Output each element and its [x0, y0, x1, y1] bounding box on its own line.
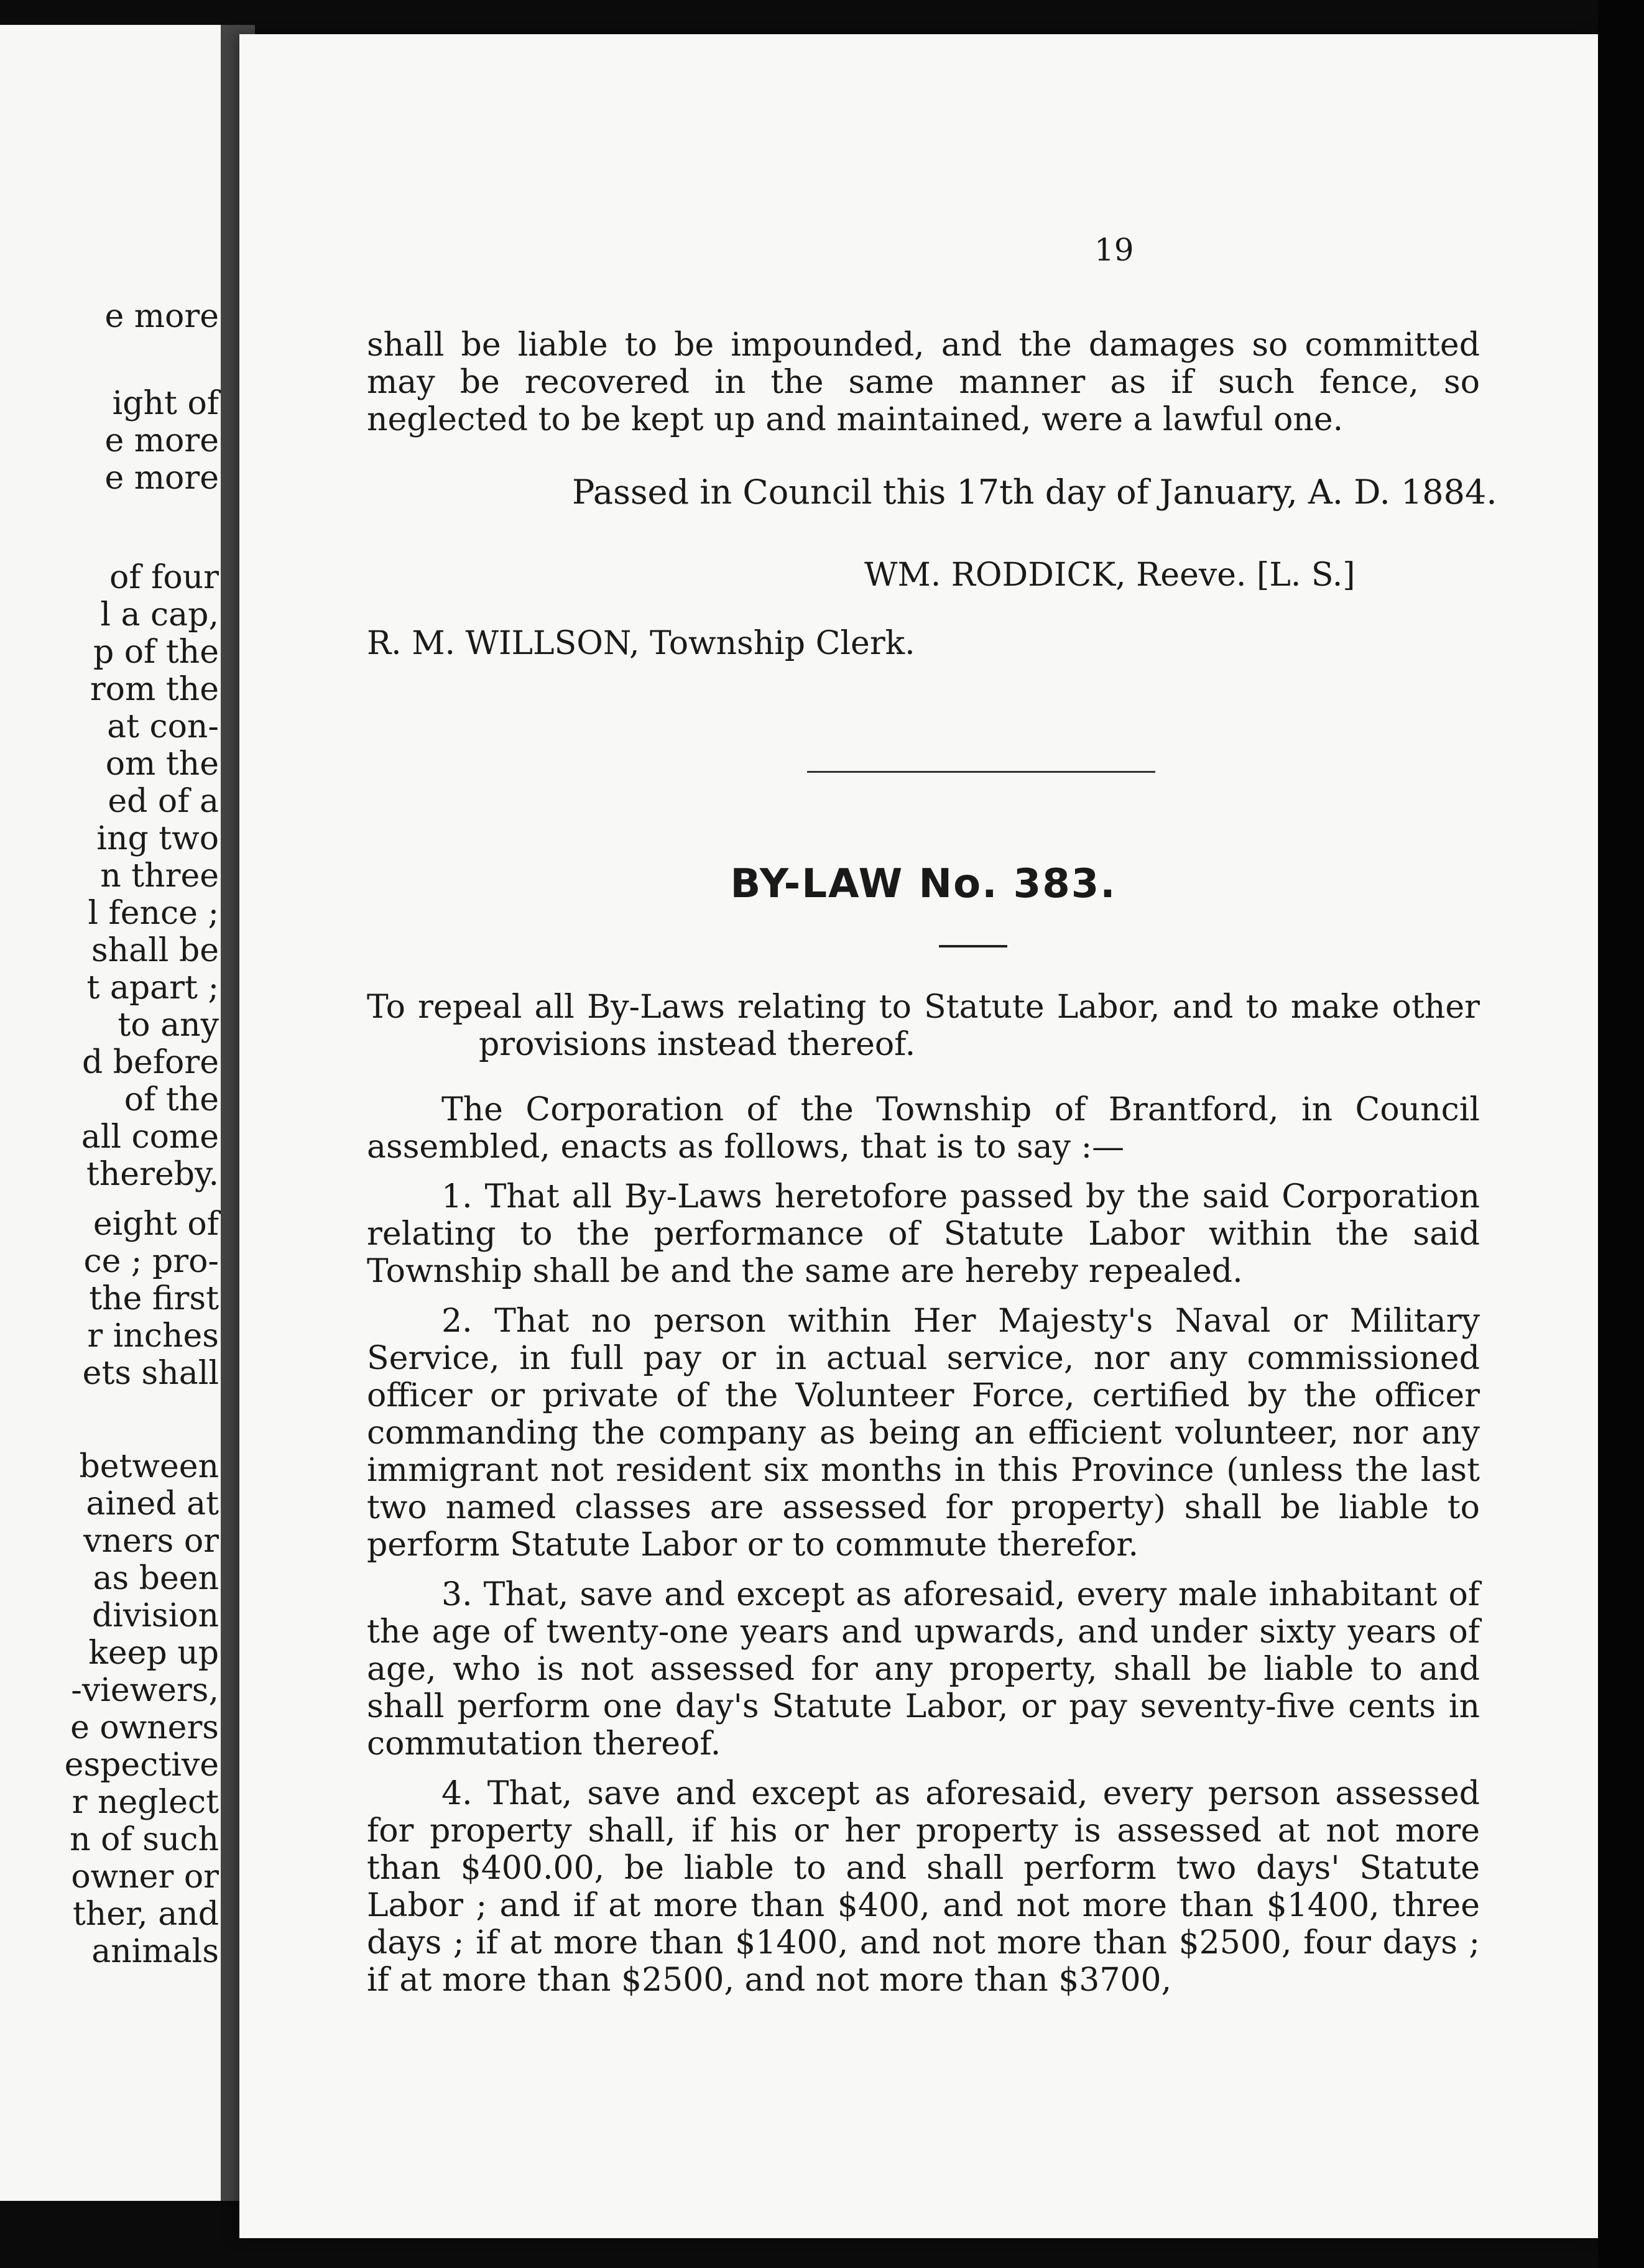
section-divider — [807, 771, 1155, 773]
facing-page-line: ing two — [96, 820, 219, 857]
facing-page-line: t apart ; — [86, 969, 219, 1007]
facing-page-line: om the — [105, 745, 219, 783]
facing-page-line: r neglect — [72, 1784, 219, 1821]
facing-page-line: d before — [81, 1044, 219, 1081]
facing-page-line: ther, and — [72, 1896, 219, 1933]
facing-page-line: l fence ; — [88, 895, 219, 932]
facing-page-line: shall be — [91, 932, 219, 969]
facing-page-line: ight of — [112, 385, 219, 422]
facing-page-line: thereby. — [86, 1156, 219, 1193]
facing-page-line: espective — [64, 1746, 219, 1784]
bylaw-title: BY-LAW No. 383. — [730, 861, 1117, 907]
facing-page-line: n of such — [70, 1821, 219, 1858]
facing-page-line: between — [79, 1448, 219, 1485]
facing-page-line: ed of a — [108, 783, 219, 820]
facing-page-line: eight of — [93, 1205, 219, 1243]
page-number: 19 — [1094, 232, 1134, 268]
enacting-clause: The Corporation of the Township of Brantford, in Council assembled, enacts as follows, that is to say :— — [367, 1091, 1480, 1166]
facing-page-line: r inches — [87, 1317, 219, 1355]
facing-page-line: ets shall — [82, 1355, 219, 1392]
facing-page-line: -viewers, — [71, 1672, 219, 1709]
clerk-signature: R. M. WILLSON, Township Clerk. — [367, 625, 915, 662]
facing-page-line: l a cap, — [100, 596, 219, 634]
facing-page-line: of the — [124, 1081, 219, 1118]
facing-page-line: owner or — [71, 1858, 219, 1896]
facing-page-line: e more — [104, 298, 219, 335]
bylaw-purpose: To repeal all By-Laws relating to Statute Labor, and to make other provisions instead thereof. — [367, 989, 1480, 1063]
facing-page-line: e owners — [70, 1709, 219, 1746]
document-page — [239, 34, 1598, 2238]
facing-page-line: division — [91, 1597, 219, 1634]
facing-page-line: keep up — [88, 1634, 219, 1672]
facing-page-line: animals — [91, 1933, 219, 1970]
facing-page-line: of four — [109, 559, 219, 596]
opening-paragraph: shall be liable to be impounded, and the damages so committed may be recovered in the same manner as if such fence, so neglected to be kept up and maintained, were a lawful one. — [367, 326, 1480, 438]
facing-page-line: ained at — [86, 1485, 219, 1523]
facing-page-line: vners or — [83, 1523, 219, 1560]
section-2: 2. That no person within Her Majesty's Naval or Military Service, in full pay or in actual service, nor any commissioned officer or private of the Volunteer Force, certified by the officer commanding the company as being an efficient volunteer, nor any immigrant not resident six months in this Province (unless the last two named classes are assessed for property) shall be liable to perform Statute Labor or to commute therefor. — [367, 1302, 1480, 1564]
facing-page-line: at con- — [107, 708, 219, 745]
reeve-signature: WM. RODDICK, Reeve. [L. S.] — [864, 556, 1355, 594]
facing-page-line: to any — [118, 1007, 219, 1044]
facing-page-line: rom the — [90, 671, 219, 708]
facing-page-line: e more — [104, 459, 219, 497]
facing-page-line: the first — [89, 1280, 219, 1317]
facing-page-line: as been — [93, 1560, 219, 1597]
scan-border — [1598, 0, 1644, 2268]
passed-in-council: Passed in Council this 17th day of January, A. D. 1884. — [572, 472, 1497, 512]
facing-page-line: ce ; pro- — [83, 1243, 219, 1280]
facing-page-line: p of the — [93, 634, 219, 671]
section-1: 1. That all By-Laws heretofore passed by the said Corporation relating to the performance of Statute Labor within the said Township shall be and the same are hereby repealed. — [367, 1178, 1480, 1290]
facing-page-line: all come — [81, 1118, 219, 1156]
facing-page-line: e more — [104, 422, 219, 459]
section-4: 4. That, save and except as aforesaid, every person assessed for property shall, if his or her property is assessed at not more than $400.00, be liable to and shall perform two days' Statute Labor ; and if at more than $400, and not more than $1400, three days ; if at more than $1400, and not more than $2500, four days ; if at more than $2500, and not more than $3700, — [367, 1775, 1480, 1999]
section-3: 3. That, save and except as aforesaid, every male inhabitant of the age of twenty-one years and upwards, and under sixty years of age, who is not assessed for any property, shall be liable to and shall perform one day's Statute Labor, or pay seventy-five cents in commutation thereof. — [367, 1576, 1480, 1763]
facing-page — [0, 25, 224, 2201]
facing-page-line: n three — [100, 857, 219, 895]
title-rule — [939, 945, 1007, 947]
